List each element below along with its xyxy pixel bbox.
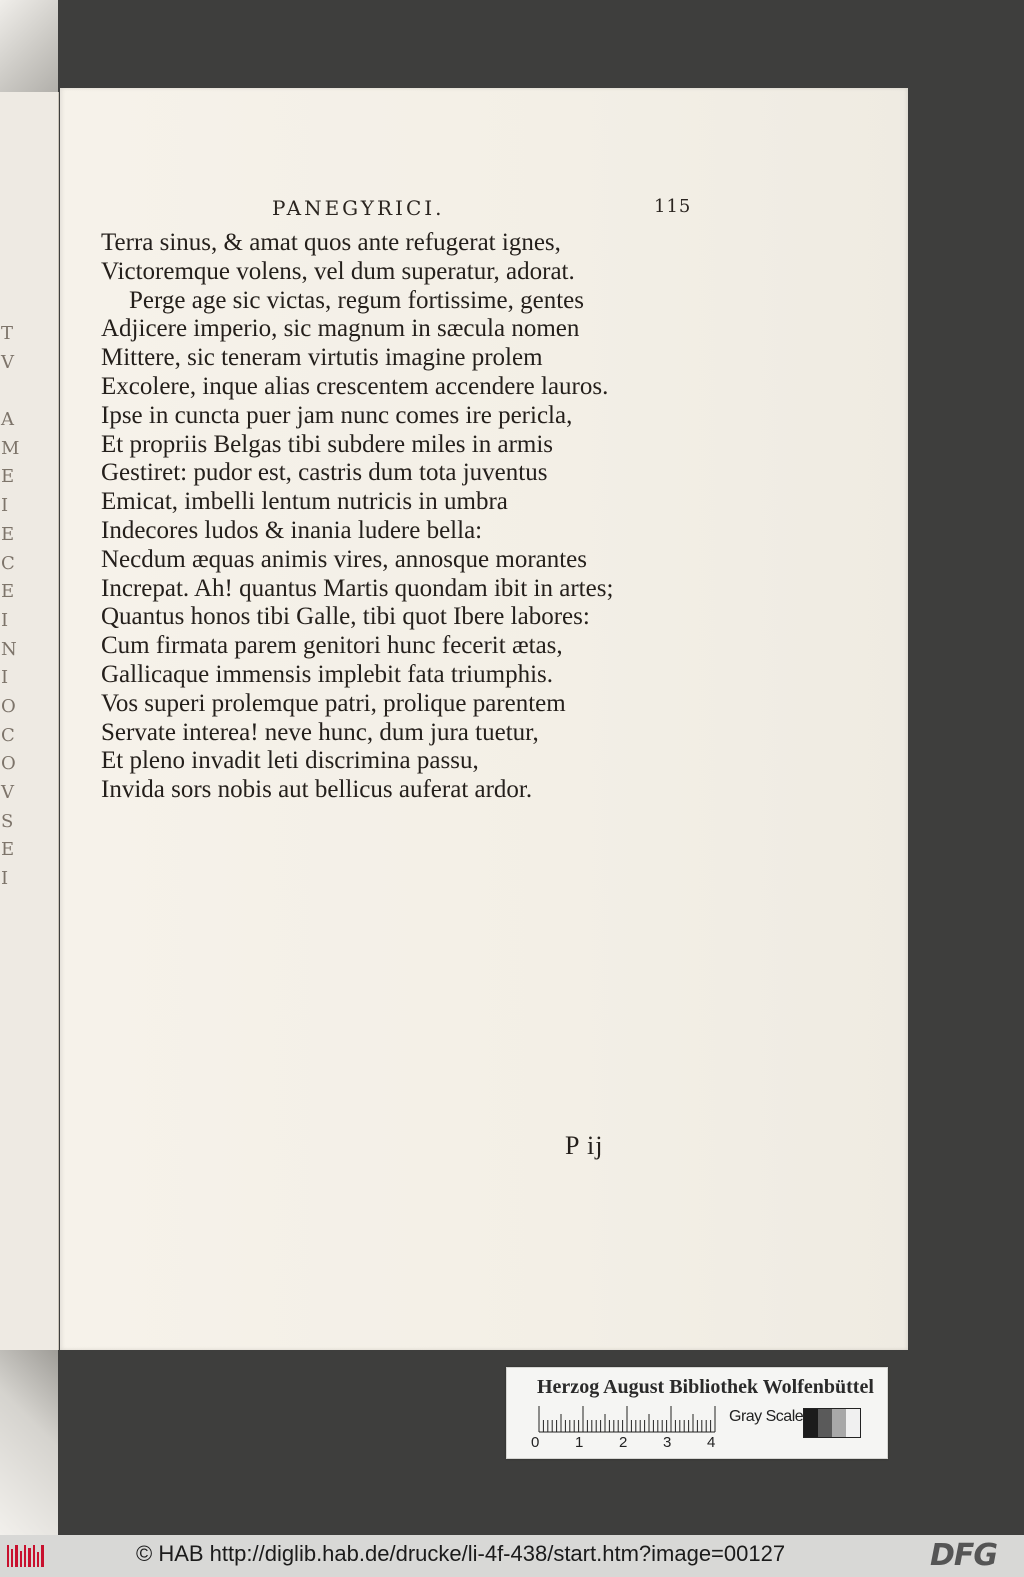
facing-page-letter: E	[1, 523, 15, 545]
facing-page-letter: I	[1, 609, 9, 631]
ruler-label: 2	[619, 1434, 628, 1451]
facing-page-letter: V	[1, 351, 14, 373]
verse-line: Invida sors nobis aut bellicus auferat ardor.	[101, 776, 533, 804]
facing-page-letter: E	[1, 581, 15, 603]
verse-line: Mittere, sic teneram virtutis imagine prolem	[101, 344, 543, 372]
gray-scale-swatches	[803, 1408, 861, 1438]
facing-page-letter: I	[1, 868, 9, 890]
ruler-label: 1	[575, 1434, 584, 1451]
facing-page-letters	[0, 320, 22, 894]
ruler-label: 0	[531, 1434, 540, 1451]
running-head: PANEGYRICI.	[272, 196, 445, 220]
verse-line: Quantus honos tibi Galle, tibi quot Ibere labores:	[101, 603, 590, 631]
facing-page-letter: C	[1, 552, 15, 574]
facing-page-letter: I	[1, 495, 9, 517]
copyright-url: © HAB http://diglib.hab.de/drucke/li-4f-438/start.htm?image=00127	[136, 1541, 786, 1566]
footer-bar	[0, 1535, 1024, 1577]
facing-page-edge	[0, 92, 59, 1350]
gray-scale-label: Gray Scale	[729, 1408, 804, 1425]
page-number: 115	[654, 196, 692, 217]
facing-page-letter: S	[1, 810, 14, 832]
poem-text	[101, 229, 691, 805]
verse-line: Ipse in cuncta puer jam nunc comes ire pericla,	[101, 401, 573, 429]
dfg-logo: DFG	[930, 1538, 998, 1573]
verse-line: Vos superi prolemque patri, prolique parentem	[101, 689, 566, 717]
verse-line: Adjicere imperio, sic magnum in sæcula nomen	[101, 315, 580, 343]
facing-page-letter: O	[1, 695, 16, 717]
facing-page-letter: V	[1, 782, 14, 803]
ruler	[537, 1406, 717, 1434]
verse-line: Excolere, inque alias crescentem accendere lauros.	[101, 372, 609, 400]
verse-line: Terra sinus, & amat quos ante refugerat ignes,	[101, 229, 561, 256]
verse-line: Gestiret: pudor est, castris dum tota juventus	[101, 459, 548, 487]
facing-page-letter: C	[1, 724, 15, 746]
facing-page-letter: E	[1, 839, 15, 861]
verse-line: Servate interea! neve hunc, dum jura tuetur,	[101, 718, 539, 746]
facing-page-letter: N	[1, 638, 17, 660]
signature-mark: P ij	[565, 1131, 604, 1160]
facing-page-letter: O	[1, 753, 16, 775]
verse-line: Emicat, imbelli lentum nutricis in umbra	[101, 488, 508, 516]
facing-page-letter	[0, 377, 22, 406]
library-color-card	[506, 1367, 888, 1459]
verse-line: Perge age sic victas, regum fortissime, gentes	[129, 286, 584, 314]
verse-line: Necdum æquas animis vires, annosque morantes	[101, 545, 588, 573]
ruler-label: 4	[707, 1434, 716, 1451]
facing-page-letter: T	[1, 323, 14, 344]
gray-swatch	[818, 1409, 832, 1437]
verse-line: Et propriis Belgas tibi subdere miles in armis	[101, 430, 554, 458]
facing-page-letter: E	[1, 466, 15, 488]
ruler-labels	[531, 1434, 731, 1452]
verse-line: Victoremque volens, vel dum superatur, adorat.	[101, 257, 575, 285]
barcode-icon	[6, 1543, 46, 1569]
ruler-label: 3	[663, 1434, 672, 1451]
gray-swatch	[846, 1409, 860, 1437]
facing-page-letter: M	[1, 437, 20, 459]
gray-swatch	[804, 1409, 818, 1437]
verse-line: Gallicaque immensis implebit fata triumphis.	[101, 660, 553, 688]
facing-page-letter: I	[1, 667, 9, 689]
scanner-edge-bottom	[0, 1350, 58, 1535]
verse-line: Cum firmata parem genitori hunc fecerit ætas,	[101, 632, 563, 660]
library-name: Herzog August Bibliothek Wolfenbüttel	[537, 1376, 874, 1398]
facing-page-letter: A	[1, 409, 14, 431]
gray-swatch	[832, 1409, 846, 1437]
ruler-ticks	[537, 1406, 717, 1434]
verse-line: Indecores ludos & inania ludere bella:	[101, 516, 483, 544]
scanner-edge-top	[0, 0, 58, 95]
verse-line: Et pleno invadit leti discrimina passu,	[101, 747, 479, 775]
verse-line: Increpat. Ah! quantus Martis quondam ibit in artes;	[101, 574, 614, 602]
